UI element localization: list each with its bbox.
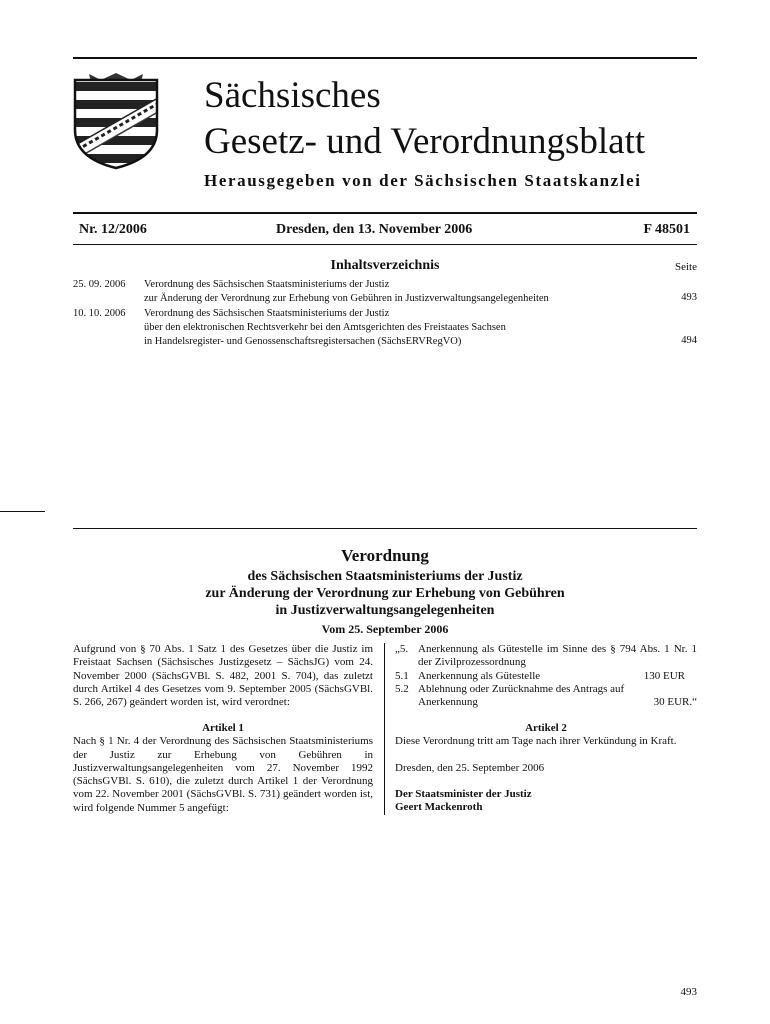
article-title: Verordnung: [341, 546, 429, 565]
artikel-2-text: Diese Verordnung tritt am Tage nach ihrer Verkündung in Kraft.: [395, 735, 677, 748]
list-item: [395, 683, 697, 710]
column-divider: [384, 643, 385, 815]
toc-entry-line: Verordnung des Sächsischen Staatsministeriums der Justiz: [144, 279, 390, 290]
article-date: Vom 25. September 2006: [321, 622, 449, 636]
page-number: 493: [680, 986, 697, 998]
article-rule: [73, 528, 697, 529]
list-item-text: Anerkennung als Gütestelle im Sinne des § 794 Abs. 1 Nr. 1 der Zivilprozessordnung: [418, 643, 697, 669]
article-subtitle-line: zur Änderung der Verordnung zur Erhebung von Gebühren: [205, 586, 565, 601]
article-subtitle-line: in Justizverwaltungsangelegenheiten: [275, 603, 495, 618]
preamble-text: Aufgrund von § 70 Abs. 1 Satz 1 des Gesetzes über die Justiz im Freistaat Sachsen (Sächsisches Justizgesetz – SächsJG) vom 24. November 2000 (SächsGVBl. S. 482, 2001 S. 704), das zuletzt durch Artikel 4 des Gesetzes vom 9. September 2005 (SächsGVBl. S. 266, 267) geändert worden ist, wird verordnet:: [73, 643, 373, 709]
artikel-1-heading: Artikel 1: [202, 722, 244, 734]
toc-entry-line: Verordnung des Sächsischen Staatsministeriums der Justiz: [144, 308, 390, 319]
artikel-2-heading: Artikel 2: [525, 722, 567, 734]
list-item: [395, 643, 697, 670]
toc-page-label: Seite: [675, 261, 697, 273]
journal-title-line1: Sächsisches: [204, 75, 381, 116]
fold-mark: [0, 511, 45, 512]
list-item-number: 5.1: [395, 669, 409, 682]
artikel-2: [395, 722, 697, 749]
toc-entry-date: 10. 10. 2006: [73, 308, 126, 319]
insert-list: [395, 643, 697, 709]
list-item: [395, 670, 697, 683]
list-item-amount: 30 EUR.“: [653, 696, 697, 709]
toc-entry-page: 493: [681, 292, 697, 303]
list-item-number: 5.2: [395, 682, 409, 695]
saxony-coat-of-arms-icon: [71, 72, 161, 170]
list-item-number: „5.: [395, 643, 409, 655]
top-rule: [73, 57, 697, 59]
signatory-title: Der Staatsminister der Justiz: [395, 788, 532, 800]
publisher-line: Herausgegeben von der Sächsischen Staatskanzlei: [204, 171, 642, 190]
signature-place-date: Dresden, den 25. September 2006: [395, 762, 545, 774]
issue-rule-top: [73, 212, 697, 214]
list-item-text: Anerkennung als Gütestelle: [418, 669, 541, 682]
issue-rule-bottom: [73, 244, 697, 245]
issue-code: F 48501: [643, 222, 690, 237]
toc-entry-line: über den elektronischen Rechtsverkehr bei den Amtsgerichten des Freistaates Sachsen: [144, 322, 506, 333]
toc-entry-line: zur Änderung der Verordnung zur Erhebung von Gebühren in Justizverwaltungsangelegenheiten: [144, 293, 549, 304]
signatory-name: Geert Mackenroth: [395, 801, 483, 813]
toc-entry-page: 494: [681, 335, 697, 346]
article-subtitle-line: des Sächsischen Staatsministeriums der Justiz: [247, 569, 523, 584]
preamble: [73, 643, 373, 709]
journal-title-line2: Gesetz- und Verordnungsblatt: [204, 121, 646, 162]
issue-place-date: Dresden, den 13. November 2006: [276, 222, 473, 237]
issue-number: Nr. 12/2006: [79, 222, 147, 237]
list-item-text: Ablehnung oder Zurücknahme des Antrags auf Anerkennung: [418, 682, 625, 709]
artikel-1-text: Nach § 1 Nr. 4 der Verordnung des Sächsischen Staatsministeriums der Justiz zur Erhebung von Gebühren in Justizverwaltungsangelegenheiten vom 27. November 1992 (SächsGVBl. S. 610), die zuletzt durch Artikel 1 der Verordnung vom 22. November 2001 (SächsGVBl. S. 731) geändert worden ist, wird folgende Nummer 5 angefügt:: [73, 735, 373, 814]
toc-entry-line: in Handelsregister- und Genossenschaftsregistersachen (SächsERVRegVO): [144, 336, 462, 347]
artikel-1: [73, 722, 373, 815]
list-item-amount: 130 EUR: [643, 669, 685, 682]
toc-entry-date: 25. 09. 2006: [73, 279, 126, 290]
toc-heading: Inhaltsverzeichnis: [330, 258, 440, 273]
